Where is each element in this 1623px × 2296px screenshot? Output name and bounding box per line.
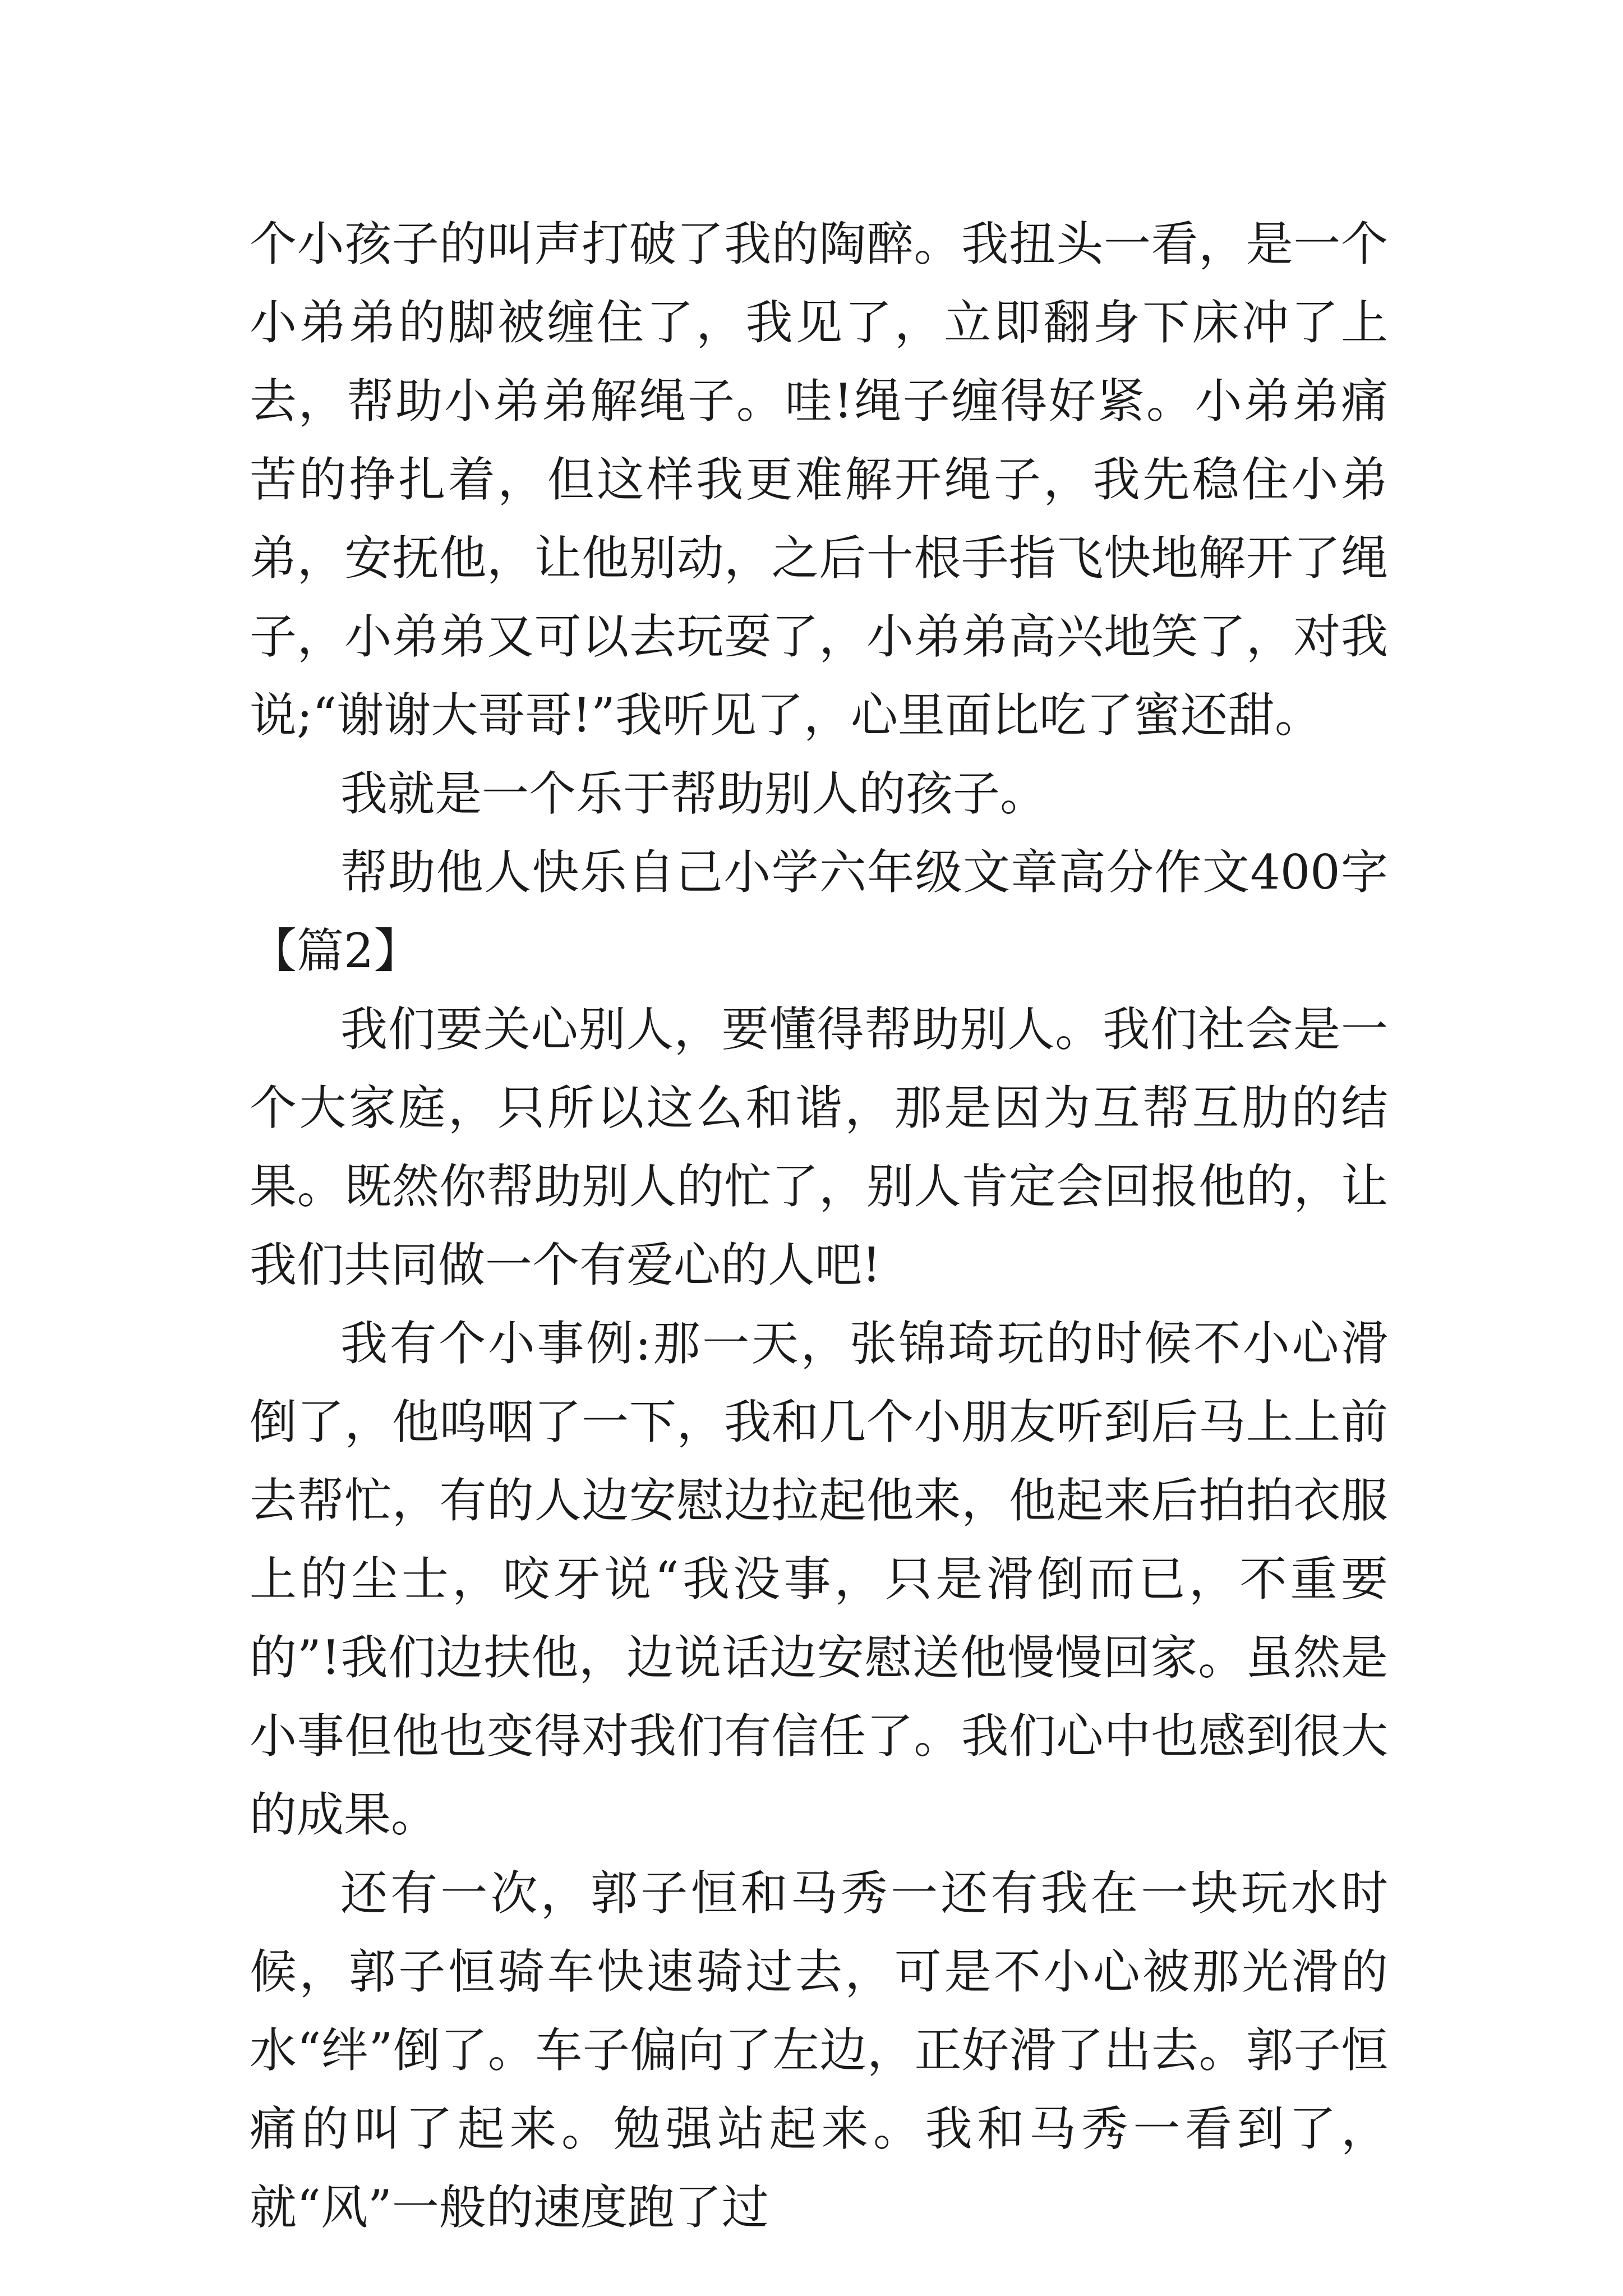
paragraph-2: 我就是一个乐于帮助别人的孩子。 <box>340 766 1048 821</box>
section-heading: 帮助他人快乐自己小学六年级文章高分作文400字【篇2】 <box>250 845 1388 978</box>
paragraph-5: 还有一次，郭子恒和马秀一还有我在一块玩水时候，郭子恒骑车快速骑过去，可是不小心被那光滑的水“绊”倒了。车子偏向了左边，正好滑了出去。郭子恒痛的叫了起来。勉强站起来。我和马秀一看到了，就“风”一般的速度跑了过 <box>250 1866 1388 2235</box>
document-body <box>250 205 1388 2247</box>
paragraph-3: 我们要关心别人，要懂得帮助别人。我们社会是一个大家庭，只所以这么和谐，那是因为互帮互肋的结果。既然你帮助别人的忙了，别人肯定会回报他的，让我们共同做一个有爱心的人吧! <box>250 1002 1388 1292</box>
paragraph-1: 个小孩子的叫声打破了我的陶醉。我扭头一看，是一个小弟弟的脚被缠住了，我见了，立即翻身下床冲了上去，帮助小弟弟解绳子。哇!绳子缠得好紧。小弟弟痛苦的挣扎着，但这样我更难解开绳子，我先稳住小弟弟，安抚他，让他别动，之后十根手指飞快地解开了绳子，小弟弟又可以去玩耍了，小弟弟高兴地笑了，对我说;“谢谢大哥哥!”我听见了，心里面比吃了蜜还甜。 <box>250 217 1388 743</box>
paragraph-4: 我有个小事例:那一天，张锦琦玩的时候不小心滑倒了，他呜咽了一下，我和几个小朋友听到后马上上前去帮忙，有的人边安慰边拉起他来，他起来后拍拍衣服上的尘士，咬牙说“我没事，只是滑倒而已，不重要的”!我们边扶他，边说话边安慰送他慢慢回家。虽然是小事但他也变得对我们有信任了。我们心中也感到很大的成果。 <box>250 1316 1388 1842</box>
